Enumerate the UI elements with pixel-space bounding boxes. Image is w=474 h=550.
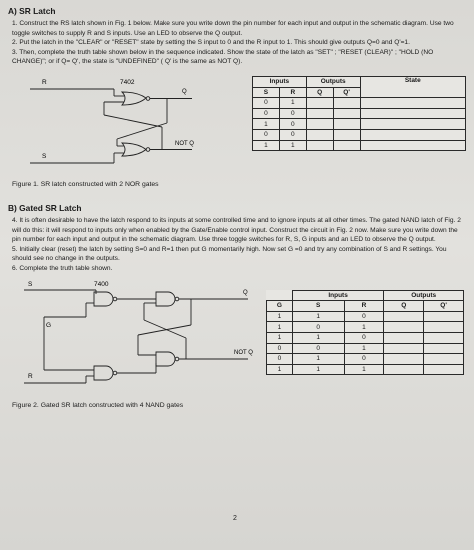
- truth-table-1: [252, 76, 466, 151]
- table-row: [267, 332, 464, 343]
- table-row: [267, 343, 464, 354]
- t2-blank-qp[interactable]: [424, 343, 464, 354]
- t2-group-outputs: Outputs: [384, 290, 464, 301]
- t2-blank-qp[interactable]: [424, 364, 464, 375]
- step-4-text: 4. It is often desirable to have the latch respond to its inputs at some controlled time and to ignore inputs at all other times. The gated NAND latch of Fig. 2 will do this: it will respond to inputs only when enabled by the Gate/Enable control input. Construct the circuit in Fig. 2 now. Make sure you write down the pin number for each input and output in the schematic diagram. Use three toggle switches for R, S, G inputs and an LED to observe the Q output.: [12, 216, 461, 244]
- t1-blank-q[interactable]: [306, 98, 333, 109]
- table-row: [253, 129, 466, 140]
- t2-cell-s: 1: [292, 311, 344, 322]
- fig1-label-notq: NOT Q: [175, 140, 194, 147]
- t1-cell-r: 0: [279, 119, 306, 130]
- table-row: [253, 108, 466, 119]
- fig2-label-r: R: [28, 372, 33, 380]
- t2-blank-q[interactable]: [384, 311, 424, 322]
- t2-cell-g: 1: [267, 332, 293, 343]
- page-number: 2: [233, 515, 237, 522]
- t2-cell-s: 1: [292, 354, 344, 365]
- table-row: [253, 98, 466, 109]
- t1-cell-s: 0: [253, 129, 280, 140]
- t1-cell-s: 0: [253, 98, 280, 109]
- t1-blank-state[interactable]: [360, 98, 465, 109]
- table-row: [267, 322, 464, 333]
- t1-blank-q[interactable]: [306, 108, 333, 119]
- t2-group-inputs: Inputs: [292, 290, 383, 301]
- t2-cell-s: 0: [292, 322, 344, 333]
- t1-group-state: State: [360, 76, 465, 97]
- step-5-text: 5. Initially clear (reset) the latch by setting S=0 and R=1 then put G momentarily high. Now set G =0 and try any combination of S and R settings. You should see no change in the outputs.: [12, 245, 447, 263]
- t2-blank-qp[interactable]: [424, 311, 464, 322]
- nor-gate-1: [122, 92, 146, 105]
- t1-cell-r: 1: [279, 98, 306, 109]
- step-2-text: 2. Put the latch in the "CLEAR" or "RESET" state by setting the S input to 0 and the R input to 1. This should give outputs Q=0 and Q'=1.: [12, 39, 410, 47]
- figure-1-region: [8, 67, 466, 193]
- t2-col-q: Q: [384, 301, 424, 312]
- t2-cell-g: 1: [267, 311, 293, 322]
- t2-cell-r: 0: [344, 354, 384, 365]
- t1-cell-r: 0: [279, 108, 306, 119]
- step-3-text: 3. Then, complete the truth table shown below in the sequence indicated. Show the state of the latch as "SET" ; "RESET (CLEAR)" ; "HOLD (NO CHANGE)"; or if Q= Q', the state is "UNDEFINED" ( Q' is the same as NOT Q).: [12, 48, 434, 66]
- t1-blank-qp[interactable]: [333, 129, 360, 140]
- fig2-label-s: S: [28, 280, 33, 288]
- table-row: [267, 354, 464, 365]
- t1-col-r: R: [279, 87, 306, 98]
- step-1-text: 1. Construct the RS latch shown in Fig. 1 below. Make sure you write down the pin number for each input and output in the schematic diagram. Use two toggle switches to supply R and S inputs. Use an LED to observe the Q output.: [12, 20, 454, 37]
- t2-cell-s: 1: [292, 332, 344, 343]
- fig1-chip-label: 7402: [120, 78, 135, 86]
- figure-1-schematic: [22, 75, 242, 180]
- t1-col-q: Q: [306, 87, 333, 98]
- t1-blank-state[interactable]: [360, 140, 465, 151]
- fig1-label-q: Q: [182, 88, 187, 95]
- nand-gate-1: [94, 292, 113, 306]
- t1-cell-r: 1: [279, 140, 306, 151]
- table-row: [253, 140, 466, 151]
- t2-blank-qp[interactable]: [424, 322, 464, 333]
- t1-blank-qp[interactable]: [333, 119, 360, 130]
- fig2-label-notq: NOT Q: [234, 349, 253, 356]
- table-row: [267, 311, 464, 322]
- t2-blank-corner: [267, 290, 293, 301]
- fig2-label-q: Q: [243, 289, 248, 296]
- fig2-chip-label: 7400: [94, 280, 109, 288]
- t2-cell-r: 0: [344, 311, 384, 322]
- t2-cell-g: 1: [267, 322, 293, 333]
- nand-gate-2: [94, 366, 113, 380]
- t2-cell-r: 0: [344, 332, 384, 343]
- t1-blank-state[interactable]: [360, 108, 465, 119]
- fig1-label-r: R: [42, 78, 47, 86]
- figure-1-caption: Figure 1. SR latch constructed with 2 NOR gates: [12, 180, 159, 188]
- t1-blank-q[interactable]: [306, 140, 333, 151]
- t2-cell-r: 1: [344, 364, 384, 375]
- t2-col-r: R: [344, 301, 384, 312]
- fig2-label-g: G: [46, 321, 52, 329]
- t1-group-inputs: Inputs: [253, 76, 307, 87]
- t1-cell-r: 0: [279, 129, 306, 140]
- section-a-heading: A) SR Latch: [8, 6, 56, 16]
- figure-2-caption: Figure 2. Gated SR latch constructed with 4 NAND gates: [12, 401, 184, 409]
- figure-2-schematic: [16, 280, 256, 395]
- t1-blank-state[interactable]: [360, 129, 465, 140]
- section-b-heading: B) Gated SR Latch: [8, 202, 82, 213]
- t1-cell-s: 1: [253, 119, 280, 130]
- t2-blank-q[interactable]: [384, 354, 424, 365]
- step-6-text: 6. Complete the truth table shown.: [12, 264, 113, 272]
- t2-cell-g: 0: [267, 343, 293, 354]
- t2-cell-g: 1: [267, 364, 293, 375]
- figure-2-region: [8, 274, 466, 424]
- table-row: [267, 364, 464, 375]
- t2-col-g: G: [267, 301, 293, 312]
- fig1-label-s: S: [42, 152, 47, 160]
- nor-gate-2: [122, 143, 146, 156]
- t2-blank-q[interactable]: [384, 332, 424, 343]
- table-row: [253, 119, 466, 130]
- t1-cell-s: 0: [253, 108, 280, 119]
- t1-group-outputs: Outputs: [306, 76, 360, 87]
- t1-blank-q[interactable]: [306, 119, 333, 130]
- t2-blank-qp[interactable]: [424, 354, 464, 365]
- t1-blank-q[interactable]: [306, 129, 333, 140]
- t1-blank-state[interactable]: [360, 119, 465, 130]
- t2-cell-s: 0: [292, 343, 344, 354]
- t1-blank-qp[interactable]: [333, 98, 360, 109]
- nand-gate-3: [156, 292, 175, 306]
- t2-blank-q[interactable]: [384, 322, 424, 333]
- t2-cell-r: 1: [344, 322, 384, 333]
- t2-col-s: S: [292, 301, 344, 312]
- nand-gate-4: [156, 352, 175, 366]
- t2-blank-q[interactable]: [384, 364, 424, 375]
- t1-blank-qp[interactable]: [333, 140, 360, 151]
- t1-cell-s: 1: [253, 140, 280, 151]
- t1-col-qp: Q': [333, 87, 360, 98]
- t1-blank-qp[interactable]: [333, 108, 360, 119]
- truth-table-2: [266, 290, 464, 376]
- t2-cell-g: 0: [267, 354, 293, 365]
- t2-cell-s: 1: [292, 364, 344, 375]
- t2-blank-qp[interactable]: [424, 332, 464, 343]
- t2-cell-r: 1: [344, 343, 384, 354]
- t2-blank-q[interactable]: [384, 343, 424, 354]
- t1-col-s: S: [253, 87, 280, 98]
- t2-col-qp: Q': [424, 301, 464, 312]
